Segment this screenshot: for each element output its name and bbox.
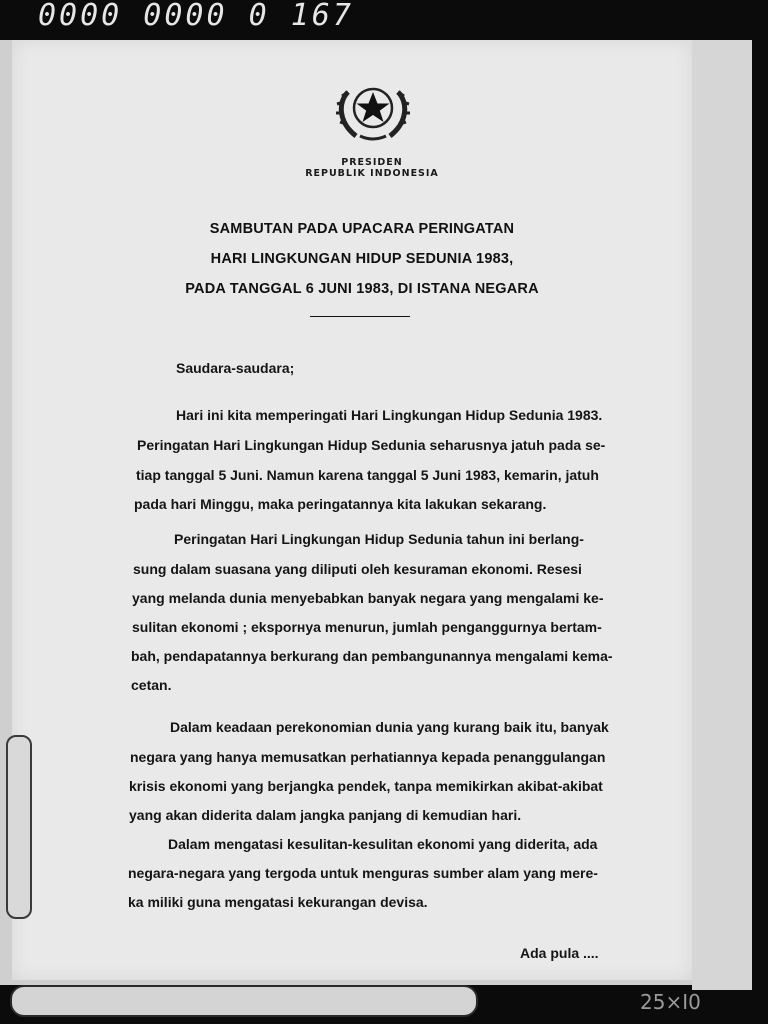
frame-counter: 0000 0000 0 167	[38, 0, 354, 33]
film-strip-edge	[10, 985, 478, 1017]
body-line: ka miliki guna mengatasi kekurangan devisa.	[128, 894, 428, 910]
body-line: Peringatan Hari Lingkungan Hidup Sedunia seharusnya jatuh pada se-	[137, 437, 606, 453]
salutation: Saudara-saudara;	[176, 360, 295, 376]
body-line: sung dalam suasana yang diliputi oleh kesuraman ekonomi. Resesi	[133, 561, 582, 577]
body-line: cetan.	[131, 677, 172, 693]
body-line: Hari ini kita memperingati Hari Lingkungan Hidup Sedunia 1983.	[176, 407, 603, 423]
body-line: bah, pendapatannya berkurang dan pembangunannya mengalami kema-	[131, 648, 613, 664]
body-line: sulitan ekonomi ; eksporнya menurun, jumlah penganggurnya bertam-	[132, 619, 602, 635]
body-line: krisis ekonomi yang berjangka pendek, tanpa memikirkan akibat-akibat	[129, 778, 603, 794]
title-underline	[310, 316, 410, 317]
left-binding-tab	[6, 735, 32, 919]
body-line: negara yang hanya memusatkan perhatiannya kepada penanggulangan	[130, 749, 606, 765]
body-line: tiap tanggal 5 Juni. Namun karena tanggal 5 Juni 1983, kemarin, jatuh	[136, 467, 599, 483]
body-line: negara-negara yang tergoda untuk menguras sumber alam yang mere-	[128, 865, 598, 881]
letterhead-line-2: REPUBLIK INDONESIA	[305, 168, 439, 179]
body-line: Peringatan Hari Lingkungan Hidup Sedunia tahun ini berlang-	[174, 531, 584, 547]
body-line: Dalam mengatasi kesulitan-kesulitan ekonomi yang diderita, ada	[168, 836, 598, 852]
title-line-2: HARI LINGKUNGAN HIDUP SEDUNIA 1983,	[210, 251, 514, 267]
body-line: pada hari Minggu, maka peringatannya kita lakukan sekarang.	[134, 496, 547, 512]
body-line: yang akan diderita dalam jangka panjang di kemudian hari.	[129, 807, 522, 823]
title-line-3: PADA TANGGAL 6 JUNI 1983, DI ISTANA NEGARA	[185, 281, 539, 297]
star-wreath-emblem-icon	[330, 78, 416, 142]
film-margin-right	[692, 40, 752, 990]
title-line-1: SAMBUTAN PADA UPACARA PERINGATAN	[209, 221, 515, 237]
body-line: Dalam keadaan perekonomian dunia yang kurang baik itu, banyak	[170, 719, 609, 735]
reduction-ratio-mark: 25×I0	[640, 990, 701, 1014]
document-page	[12, 40, 692, 980]
letterhead-line-1: PRESIDEN	[341, 157, 403, 168]
body-line: yang melanda dunia menyebabkan banyak negara yang mengalami ke-	[132, 590, 604, 606]
continuation-text: Ada pula ....	[520, 945, 599, 961]
